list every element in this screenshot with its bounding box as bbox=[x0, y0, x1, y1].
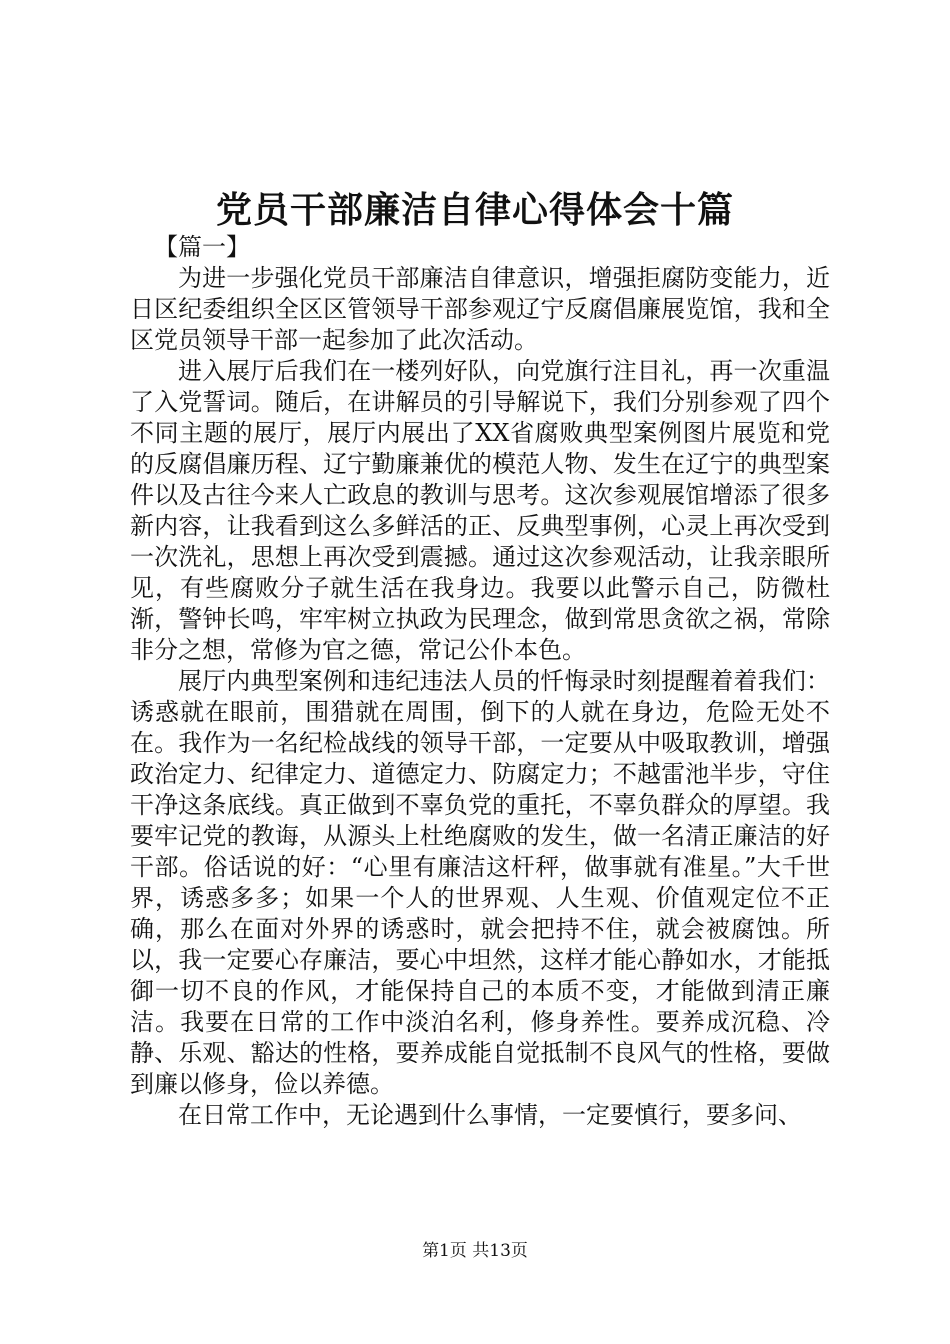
paragraph-1: 为进一步强化党员干部廉洁自律意识，增强拒腐防变能力，近日区纪委组织全区区管领导干部参观辽宁反腐倡廉展览馆，我和全区党员领导干部一起参加了此次活动。 bbox=[130, 264, 830, 354]
document-body bbox=[130, 232, 830, 1131]
paragraph-2: 进入展厅后我们在一楼列好队，向党旗行注目礼，再一次重温了入党誓词。随后，在讲解员的引导解说下，我们分别参观了四个不同主题的展厅，展厅内展出了XX省腐败典型案例图片展览和党的反腐倡廉历程、辽宁勤廉兼优的模范人物、发生在辽宁的典型案件以及古往今来人亡政息的教训与思考。这次参观展馆增添了很多新内容，让我看到这么多鲜活的正、反典型事例，心灵上再次受到一次洗礼，思想上再次受到震撼。通过这次参观活动，让我亲眼所见，有些腐败分子就生活在我身边。我要以此警示自己，防微杜渐，警钟长鸣，牢牢树立执政为民理念，做到常思贪欲之祸，常除非分之想，常修为官之德，常记公仆本色。 bbox=[130, 357, 830, 664]
document-title: 党员干部廉洁自律心得体会十篇 bbox=[215, 189, 734, 231]
paragraph-3: 展厅内典型案例和违纪违法人员的忏悔录时刻提醒着着我们：诱惑就在眼前，围猎就在周围，倒下的人就在身边，危险无处不在。我作为一名纪检战线的领导干部，一定要从中吸取教训，增强政治定力、纪律定力、道德定力、防腐定力；不越雷池半步，守住干净这条底线。真正做到不辜负党的重托，不辜负群众的厚望。我要牢记党的教诲，从源头上杜绝腐败的发生，做一名清正廉洁的好干部。俗话说的好：“心里有廉洁这杆秤，做事就有准星。”大千世界，诱惑多多；如果一个人的世界观、人生观、价值观定位不正确，那么在面对外界的诱惑时，就会把持不住，就会被腐蚀。所以，我一定要心存廉洁，要心中坦然，这样才能心静如水，才能抵御一切不良的作风，才能保持自己的本质不变，才能做到清正廉洁。我要在日常的工作中淡泊名利，修身养性。要养成沉稳、冷静、乐观、豁达的性格，要养成能自觉抵制不良风气的性格，要做到廉以修身，俭以养德。 bbox=[130, 667, 830, 1098]
page-footer: 第1页 共13页 bbox=[422, 1241, 528, 1261]
paragraph-4: 在日常工作中，无论遇到什么事情，一定要慎行，要多问、 bbox=[178, 1101, 802, 1129]
section-label: 【篇一】 bbox=[154, 233, 250, 261]
